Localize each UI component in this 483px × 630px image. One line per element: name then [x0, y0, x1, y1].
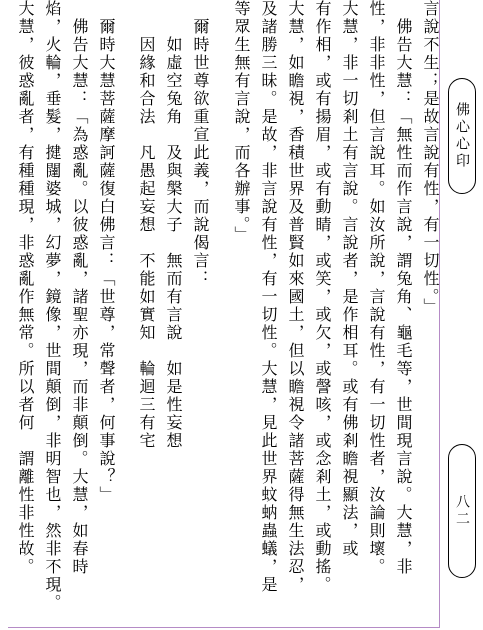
text-column-9: 爾時世尊欲重宣此義，而說偈言：: [191, 0, 210, 288]
text-column-15: 大慧，彼惑亂者，有種種現，非惑亂作無常。所以者何 謂離性非性故。: [16, 0, 35, 576]
text-column-6: 大慧，如瞻視，香積世界及普賢如來國土，但以瞻視令諸菩薩得無生法忍，: [286, 0, 305, 594]
chapter-title-tab: 佛心心印: [448, 78, 476, 194]
verse-column-1: 如虛空兔角 及與槃大子 無而有言說 如是性妄想: [164, 0, 183, 450]
text-column-4: 大慧，非一切剎土有言說。言說者，是作相耳。或有佛剎瞻視顯法，或: [340, 0, 359, 558]
text-column-14: 焰，火輪，垂髮，揵闥婆城，幻夢，鏡像，世間顛倒，非明智也，然非不現。: [43, 0, 62, 612]
text-column-2: 佛告大慧：「無性而作言說，謂兔角、龜毛等，世間現言說。大慧，非: [394, 0, 413, 576]
text-column-3: 性，非非性，但言說耳。如汝所說，言說有性，有一切性者，汝論則壞。: [367, 0, 386, 576]
text-column-1: 言說不生；是故言說有性，有一切性。」: [421, 0, 440, 316]
text-column-13: 佛告大慧：「為惑亂。以彼惑亂，諸聖亦現，而非顛倒。大慧，如春時: [70, 0, 89, 576]
text-column-7: 及諸勝三昧。是故，非言說有性，有一切性。大慧，見此世界蚊蚋蟲蟻，是: [259, 0, 278, 594]
text-column-8: 等眾生無有言說，而各辦事。」: [232, 0, 251, 244]
text-column-5: 有作相，或有揚眉，或有動睛，或笑，或欠，或謦咳，或念剎土，或動搖。: [313, 0, 332, 594]
page-number-tab: 八二: [448, 444, 476, 578]
text-column-12: 爾時大慧菩薩摩訶薩復白佛言：「世尊，常聲者，何事說？」: [97, 0, 116, 504]
verse-column-2: 因緣和合法 凡愚起妄想 不能如實知 輪迴三有宅: [137, 0, 156, 450]
